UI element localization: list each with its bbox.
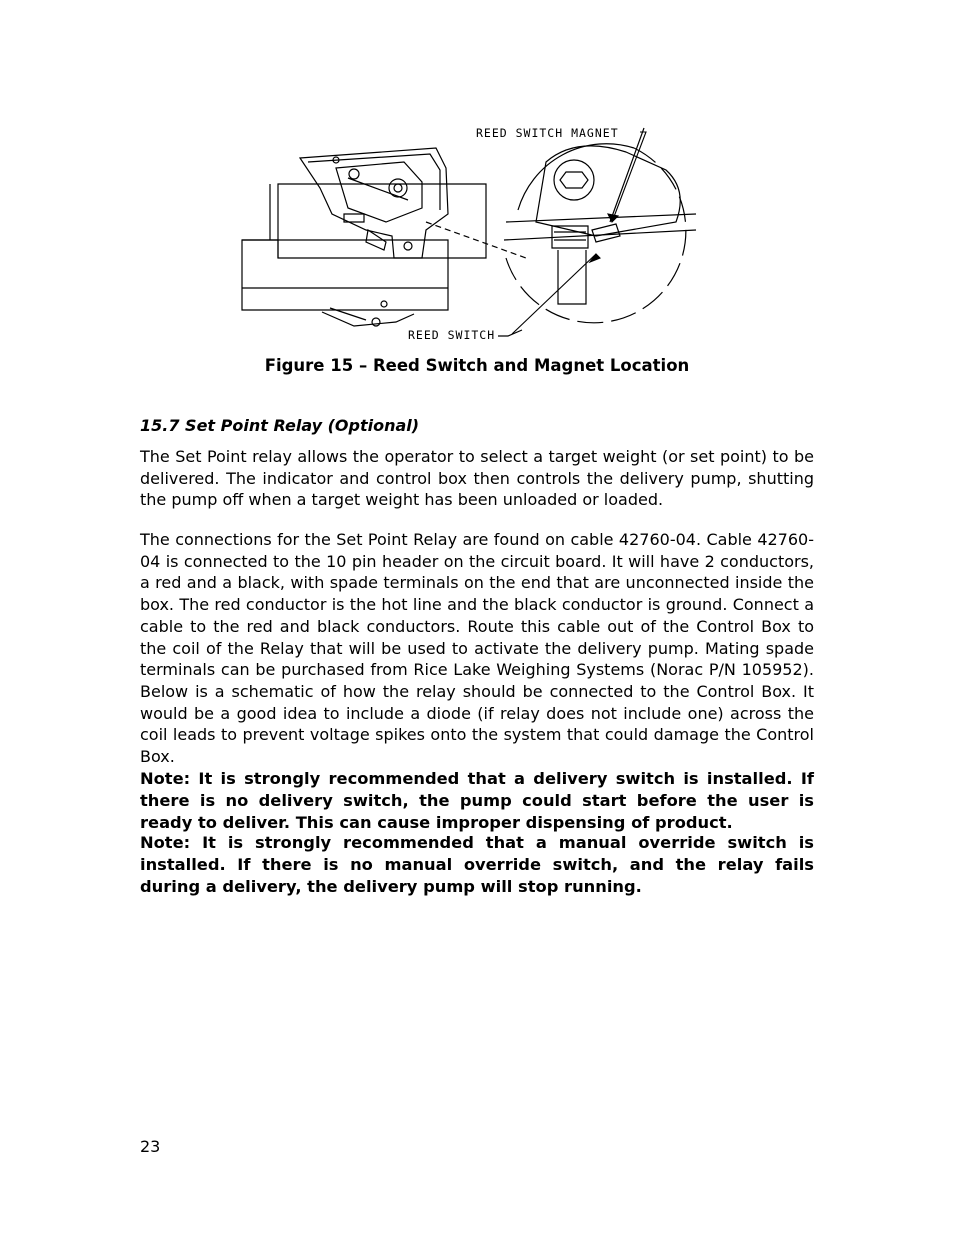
note-manual-override: Note: It is strongly recommended that a manual override switch is installed. If there is no manual override switch, and the relay fails during a delivery, the delivery pump will stop running. xyxy=(140,833,814,896)
section-heading: 15.7 Set Point Relay (Optional) xyxy=(140,416,420,435)
paragraph-intro: The Set Point relay allows the operator to select a target weight (or set point) to be delivered. The indicator and control box then controls the delivery pump, shutting the pump off when a target weight has been unloaded or loaded. xyxy=(140,447,814,510)
figure-caption: Figure 15 – Reed Switch and Magnet Location xyxy=(264,356,690,375)
note-delivery-switch: Note: It is strongly recommended that a delivery switch is installed. If there is no delivery switch, the pump could start before the user is ready to deliver. This can cause improper dispensing of product. xyxy=(140,769,814,832)
magnet-leader xyxy=(612,132,646,222)
switch-label: REED SWITCH xyxy=(408,328,496,342)
reed-switch-figure xyxy=(236,118,700,344)
page-number: 23 xyxy=(140,1137,161,1156)
paragraph-connections: The connections for the Set Point Relay are found on cable 42760-04. Cable 42760-04 is connected to the 10 pin header on the circuit board. It will have 2 conductors, a red and a black, with spade terminals on the end that are unconnected inside the box. The red conductor is the hot line and the black conductor is ground. Connect a cable to the red and black conductors. Route this cable out of the Control Box to the coil of the Relay that will be used to activate the delivery pump. Mating spade terminals can be purchased from Rice Lake Weighing Systems (Norac P/N 105952). Below is a schematic of how the relay should be connected to the Control Box. It would be a good idea to include a diode (if relay does not include one) across the coil leads to prevent voltage spikes onto the system that could damage the Control Box. xyxy=(140,530,814,767)
magnet-label: REED SWITCH MAGNET xyxy=(476,126,619,140)
reed-switch-drawing xyxy=(236,118,700,344)
